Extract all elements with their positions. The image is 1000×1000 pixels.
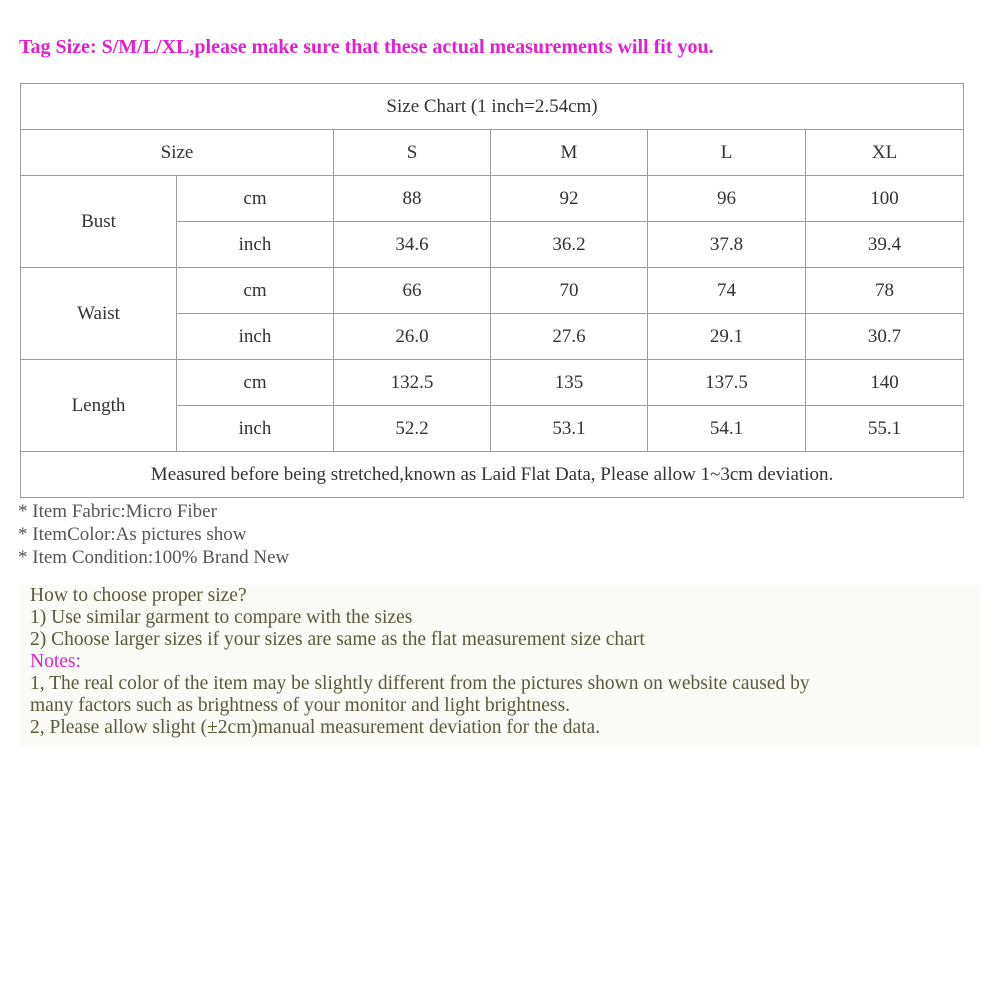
unit-label: cm: [177, 360, 334, 406]
table-cell: 137.5: [648, 360, 806, 406]
unit-label: cm: [177, 176, 334, 222]
size-chart-footer-note: Measured before being stretched,known as Laid Flat Data, Please allow 1~3cm deviation.: [21, 452, 964, 498]
table-cell: 78: [806, 268, 964, 314]
table-cell: 140: [806, 360, 964, 406]
item-details-list: [18, 500, 289, 569]
row-label-bust: Bust: [21, 176, 177, 268]
size-header-xl: XL: [806, 130, 964, 176]
guide-step-1: 1) Use similar garment to compare with the sizes: [30, 607, 413, 628]
table-cell: 100: [806, 176, 964, 222]
table-cell: 132.5: [334, 360, 491, 406]
unit-label: cm: [177, 268, 334, 314]
item-color: * ItemColor:As pictures show: [18, 524, 247, 545]
table-cell: 88: [334, 176, 491, 222]
row-label-waist: Waist: [21, 268, 177, 360]
table-cell: 37.8: [648, 222, 806, 268]
table-cell: 53.1: [491, 406, 648, 452]
row-label-length: Length: [21, 360, 177, 452]
waist-cm-row: [21, 268, 964, 314]
table-cell: 29.1: [648, 314, 806, 360]
notes-label: Notes:: [30, 651, 81, 672]
item-condition: * Item Condition:100% Brand New: [18, 547, 290, 568]
table-cell: 30.7: [806, 314, 964, 360]
size-header-s: S: [334, 130, 491, 176]
unit-label: inch: [177, 222, 334, 268]
item-fabric: * Item Fabric:Micro Fiber: [18, 501, 217, 522]
table-cell: 54.1: [648, 406, 806, 452]
size-header-l: L: [648, 130, 806, 176]
table-cell: 36.2: [491, 222, 648, 268]
table-cell: 27.6: [491, 314, 648, 360]
table-cell: 96: [648, 176, 806, 222]
size-header-m: M: [491, 130, 648, 176]
unit-label: inch: [177, 314, 334, 360]
table-cell: 74: [648, 268, 806, 314]
bust-cm-row: [21, 176, 964, 222]
table-cell: 135: [491, 360, 648, 406]
guide-step-2: 2) Choose larger sizes if your sizes are same as the flat measurement size chart: [30, 629, 645, 650]
table-cell: 70: [491, 268, 648, 314]
length-cm-row: [21, 360, 964, 406]
table-cell: 55.1: [806, 406, 964, 452]
unit-label: inch: [177, 406, 334, 452]
note-1-line-2: many factors such as brightness of your monitor and light brightness.: [30, 695, 570, 716]
table-cell: 26.0: [334, 314, 491, 360]
tag-size-heading: Tag Size: S/M/L/XL,please make sure that these actual measurements will fit you.: [19, 36, 714, 58]
size-column-header: Size: [21, 130, 334, 176]
note-2: 2, Please allow slight (±2cm)manual measurement deviation for the data.: [30, 717, 601, 738]
size-guide-panel: [19, 585, 981, 747]
table-cell: 92: [491, 176, 648, 222]
table-cell: 34.6: [334, 222, 491, 268]
table-cell: 52.2: [334, 406, 491, 452]
table-cell: 66: [334, 268, 491, 314]
size-chart-table: [20, 83, 964, 498]
size-chart-title: Size Chart (1 inch=2.54cm): [21, 84, 964, 130]
guide-question: How to choose proper size?: [30, 585, 247, 606]
table-cell: 39.4: [806, 222, 964, 268]
note-1-line-1: 1, The real color of the item may be slightly different from the pictures shown on website caused by: [30, 673, 810, 694]
